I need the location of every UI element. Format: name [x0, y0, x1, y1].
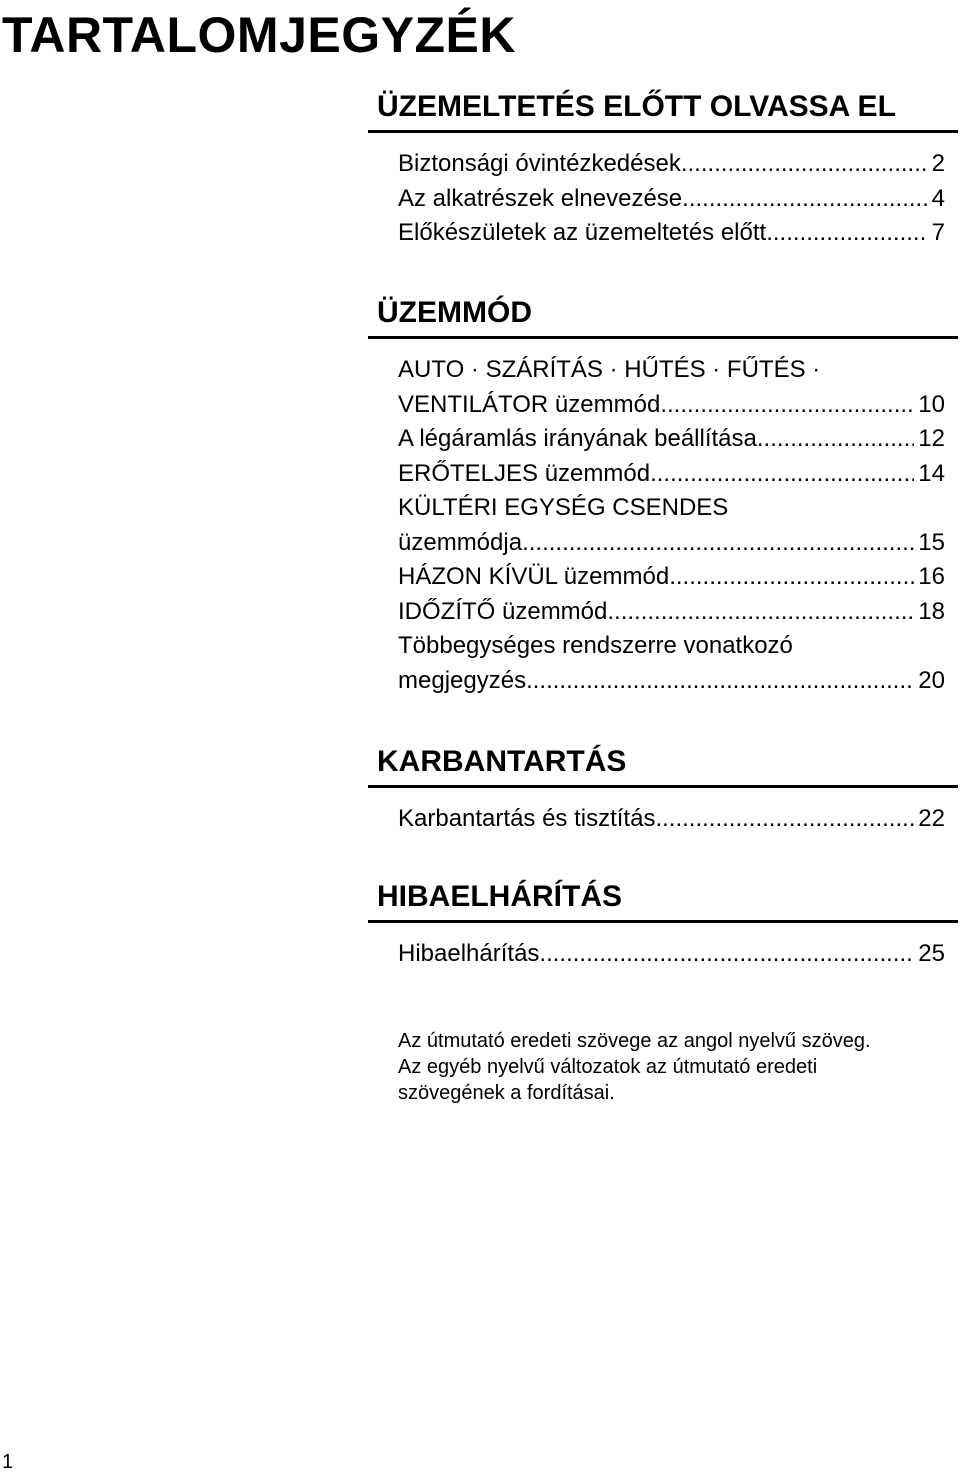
toc-entry-page: 10: [918, 390, 945, 418]
section-heading: ÜZEMMÓD: [368, 294, 958, 339]
toc-leader-dots: [526, 664, 914, 699]
toc-entry[interactable]: [398, 595, 945, 630]
toc-entry[interactable]: [398, 216, 945, 251]
toc-leader-dots: [650, 457, 914, 492]
toc-entry[interactable]: [398, 629, 945, 698]
toc-entry-page: 14: [918, 459, 945, 487]
toc-entry-title: VENTILÁTOR üzemmód: [398, 390, 661, 418]
toc-section-troubleshooting: [368, 878, 958, 972]
translation-note-line: szövegének a fordításai.: [398, 1082, 615, 1104]
toc-entry[interactable]: [398, 457, 945, 492]
toc-entry[interactable]: [398, 937, 945, 972]
toc-entry-title: Előkészületek az üzemeltetés előtt: [398, 219, 767, 246]
toc-leader-dots: [682, 182, 927, 217]
toc-entry-title: üzemmódja: [398, 528, 523, 556]
toc-entry-title: Az alkatrészek elnevezése: [398, 184, 683, 212]
toc-leader-dots: [766, 216, 927, 251]
toc-entry[interactable]: [398, 422, 945, 457]
toc-entry-title: Hibaelhárítás: [398, 940, 540, 967]
toc-entry-list: [368, 353, 958, 698]
toc-leader-dots: [681, 147, 928, 182]
translation-note-line: Az egyéb nyelvű változatok az útmutató eredeti: [398, 1056, 818, 1078]
toc-entry-page: 22: [918, 805, 945, 832]
toc-entry[interactable]: [398, 147, 945, 182]
toc-entry-title-line: Többegységes rendszerre vonatkozó: [398, 632, 793, 659]
toc-leader-dots: [660, 388, 914, 423]
toc-leader-dots: [655, 802, 914, 837]
toc-entry-page: 16: [918, 563, 945, 590]
toc-section-before-use: [368, 88, 958, 251]
section-heading: HIBAELHÁRÍTÁS: [368, 878, 958, 923]
toc-leader-dots: [539, 937, 914, 972]
toc-entry[interactable]: [398, 182, 945, 217]
toc-entry-title-line: AUTO · SZÁRÍTÁS · HŰTÉS · FŰTÉS ·: [398, 356, 821, 383]
toc-entry[interactable]: [398, 560, 945, 595]
translation-note-line: Az útmutató eredeti szövege az angol nyelvű szöveg.: [398, 1030, 871, 1052]
toc-entry-title: A légáramlás irányának beállítása: [398, 425, 757, 452]
toc-leader-dots: [757, 422, 914, 457]
toc-entry-list: [368, 802, 958, 837]
section-heading: ÜZEMELTETÉS ELŐTT OLVASSA EL: [368, 88, 958, 133]
section-heading: KARBANTARTÁS: [368, 743, 958, 788]
page-number: 1: [2, 1451, 14, 1473]
toc-entry[interactable]: [398, 802, 945, 837]
toc-entry-page: 18: [918, 597, 945, 625]
toc-entry-page: 7: [931, 219, 945, 246]
toc-leader-dots: [607, 595, 914, 630]
toc-entry-title: Karbantartás és tisztítás: [398, 805, 656, 832]
toc-entry-title: IDŐZÍTŐ üzemmód: [398, 597, 608, 625]
toc-entry-page: 4: [931, 184, 945, 212]
toc-entry-title-line: KÜLTÉRI EGYSÉG CSENDES: [398, 494, 729, 521]
toc-entry-list: [368, 147, 958, 251]
toc-entry-title: megjegyzés: [398, 666, 527, 694]
toc-entry-list: [368, 937, 958, 972]
toc-section-maintenance: [368, 743, 958, 837]
toc-entry-page: 15: [918, 528, 945, 556]
toc-entry-title: ERŐTELJES üzemmód: [398, 459, 651, 487]
toc-entry[interactable]: [398, 491, 945, 560]
toc-leader-dots: [522, 526, 914, 561]
page-title: TARTALOMJEGYZÉK: [2, 7, 516, 63]
toc-entry[interactable]: [398, 353, 945, 422]
toc-entry-page: 12: [918, 425, 945, 452]
toc-entry-title: Biztonsági óvintézkedések: [398, 150, 681, 177]
translation-note: [398, 1028, 938, 1106]
toc-entry-page: 2: [931, 150, 945, 177]
toc-entry-title: HÁZON KÍVÜL üzemmód: [398, 563, 670, 590]
toc-leader-dots: [669, 560, 914, 595]
toc-section-operation: [368, 294, 958, 698]
toc-entry-page: 20: [918, 666, 945, 694]
toc-entry-page: 25: [918, 940, 945, 967]
